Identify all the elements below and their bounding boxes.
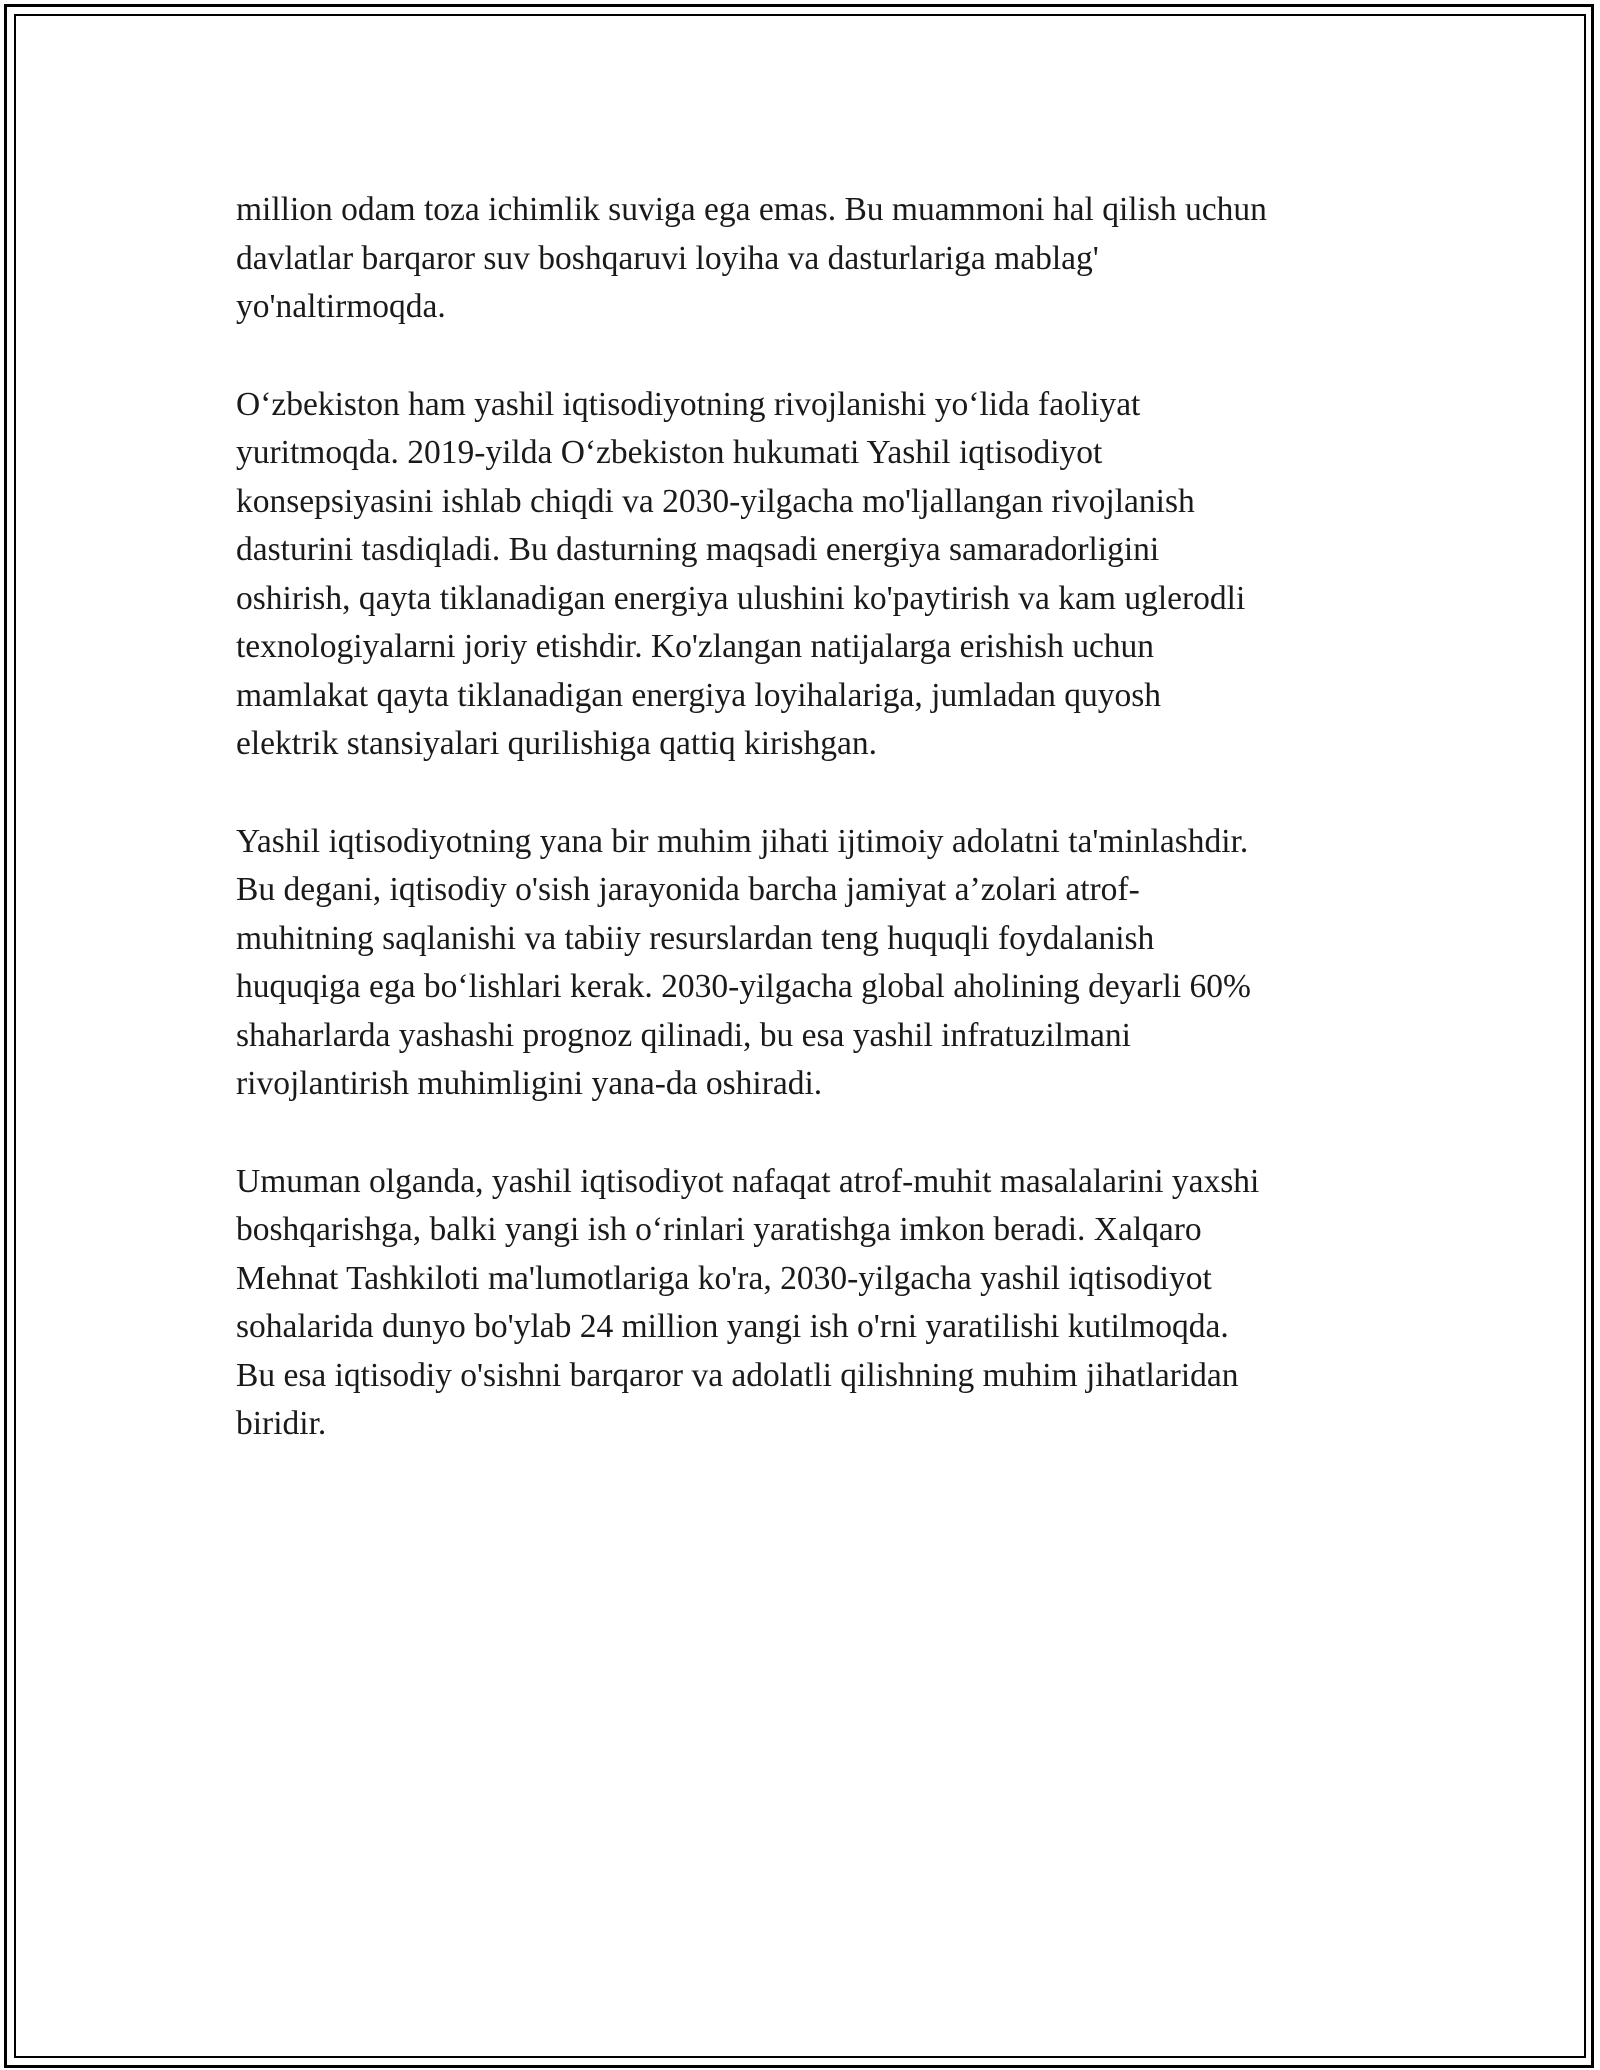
paragraph-water-management [236,186,1376,332]
text-line: Yashil iqtisodiyotning yana bir muhim jihati ijtimoiy adolatni ta'minlashdir. [236,822,1249,860]
text-line: O‘zbekiston ham yashil iqtisodiyotning rivojlanishi yo‘lida faoliyat [236,385,1141,423]
text-line: shaharlarda yashashi prognoz qilinadi, bu esa yashil infratuzilmani [236,1016,1131,1054]
text-line: konsepsiyasini ishlab chiqdi va 2030-yilgacha mo'ljallangan rivojlanish [236,482,1195,520]
text-line: muhitning saqlanishi va tabiiy resurslardan teng huquqli foydalanish [236,919,1155,957]
text-line: Mehnat Tashkiloti ma'lumotlariga ko'ra, 2030-yilgacha yashil iqtisodiyot [236,1259,1212,1297]
text-line: huquqiga ega bo‘lishlari kerak. 2030-yilgacha global aholining deyarli 60% [236,968,1251,1005]
text-line: Bu degani, iqtisodiy o'sish jarayonida barcha jamiyat a’zolari atrof- [236,871,1140,908]
text-line: dasturini tasdiqladi. Bu dasturning maqsadi energiya samaradorligini [236,531,1160,568]
paragraph-conclusion [236,1158,1376,1449]
text-line: boshqarishga, balki yangi ish o‘rinlari yaratishga imkon beradi. Xalqaro [236,1211,1202,1248]
text-line: sohalarida dunyo bo'ylab 24 million yangi ish o'rni yaratilishi kutilmoqda. [236,1308,1229,1345]
paragraph-uzbekistan-green-economy [236,381,1376,769]
text-line: elektrik stansiyalari qurilishiga qattiq kirishgan. [236,725,878,762]
text-line: rivojlantirish muhimligini yana-da oshiradi. [236,1065,823,1102]
text-line: Bu esa iqtisodiy o'sishni barqaror va adolatli qilishning muhim jihatlaridan [236,1356,1239,1394]
text-line: yo'naltirmoqda. [236,288,446,325]
text-line: davlatlar barqaror suv boshqaruvi loyiha va dasturlariga mablag' [236,239,1099,277]
text-line: million odam toza ichimlik suviga ega emas. Bu muammoni hal qilish uchun [236,191,1267,228]
text-line: biridir. [236,1405,327,1442]
text-line: yuritmoqda. 2019-yilda O‘zbekiston hukumati Yashil iqtisodiyot [236,434,1103,471]
text-line: texnologiyalarni joriy etishdir. Ko'zlangan natijalarga erishish uchun [236,628,1155,665]
document-body [236,186,1376,1498]
text-line: oshirish, qayta tiklanadigan energiya ulushini ko'paytirish va kam uglerodli [236,579,1246,617]
text-line: Umuman olganda, yashil iqtisodiyot nafaqat atrof-muhit masalalarini yaxshi [236,1162,1260,1200]
text-line: mamlakat qayta tiklanadigan energiya loyihalariga, jumladan quyosh [236,676,1161,714]
paragraph-social-justice [236,818,1376,1109]
